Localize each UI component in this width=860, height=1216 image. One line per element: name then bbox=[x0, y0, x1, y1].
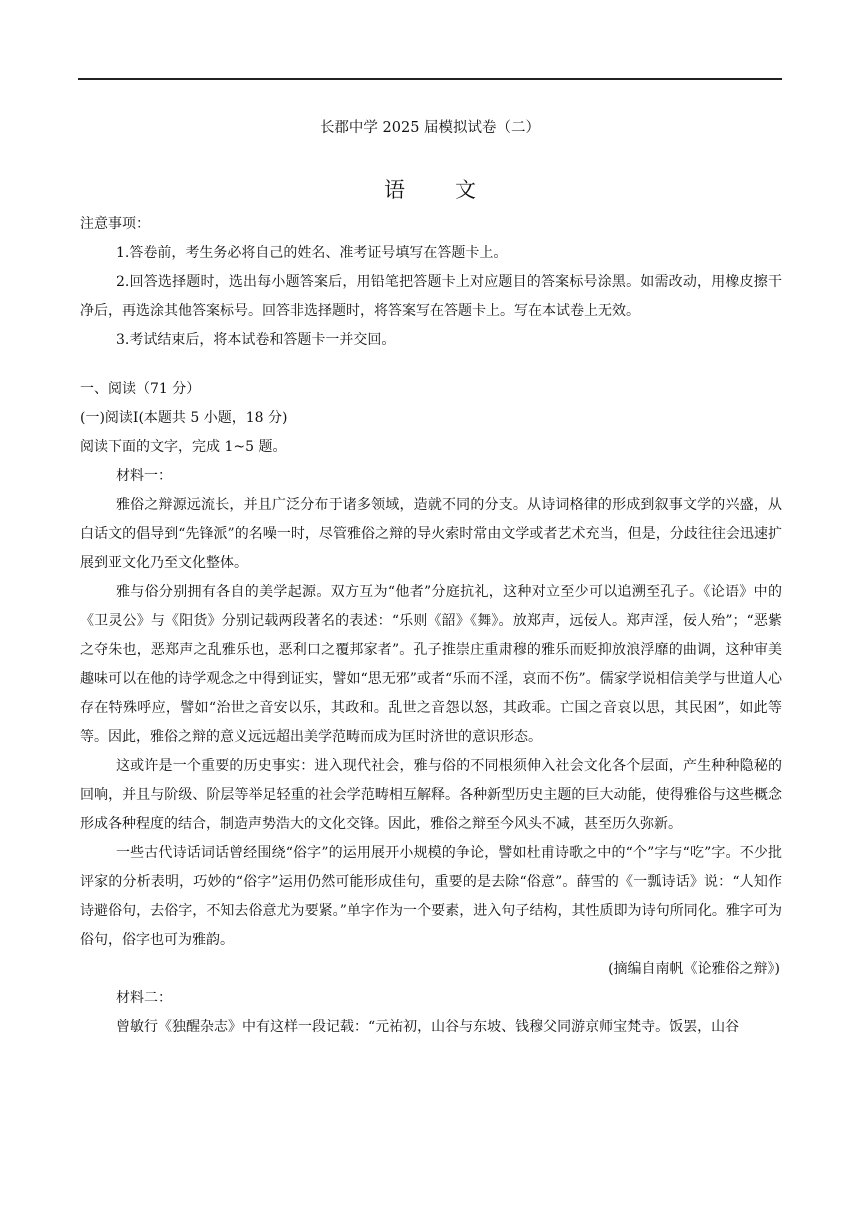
section-heading: 一、阅读（71 分） bbox=[80, 381, 201, 397]
document-body bbox=[80, 210, 782, 1042]
material-1-paragraph: 这或许是一个重要的历史事实：进入现代社会，雅与俗的不同根须伸入社会文化各个层面，产生种种隐秘的回响，并且与阶级、阶层等举足轻重的社会学范畴相互解释。各种新型历史主题的巨大动能，使得雅俗与这些概念形成各种程度的结合，制造声势浩大的文化交锋。因此，雅俗之辩至今风头不减，甚至历久弥新。 bbox=[80, 758, 782, 832]
notice-item-3: 3.考试结束后，将本试卷和答题卡一并交回。 bbox=[116, 332, 396, 348]
notice-item-1: 1.答卷前，考生务必将自己的姓名、准考证号填写在答题卡上。 bbox=[116, 245, 508, 261]
material-2-label: 材料二： bbox=[116, 990, 172, 1006]
notice-heading: 注意事项： bbox=[80, 216, 150, 232]
notice-item-2: 2.回答选择题时，选出每小题答案后，用铅笔把答题卡上对应题目的答案标号涂黑。如需改动，用橡皮擦干净后，再选涂其他答案标号。回答非选择题时，将答案写在答题卡上。写在本试卷上无效。 bbox=[80, 274, 782, 319]
spacer bbox=[80, 355, 782, 375]
exam-title: 长郡中学 2025 届模拟试卷（二） bbox=[319, 120, 541, 136]
header-rule bbox=[78, 78, 782, 80]
section-sub-heading: (一)阅读Ⅰ(本题共 5 小题，18 分) bbox=[80, 410, 288, 426]
material-1-source: (摘编自南帆《论雅俗之辩》) bbox=[608, 961, 780, 977]
material-2-paragraph: 曾敏行《独醒杂志》中有这样一段记载：“元祐初，山谷与东坡、钱穆父同游京师宝梵寺。饭罢，山谷 bbox=[116, 1019, 740, 1035]
reading-instruction: 阅读下面的文字，完成 1~5 题。 bbox=[80, 439, 287, 455]
subject-title: 语文 bbox=[384, 178, 526, 202]
material-1-label: 材料一： bbox=[116, 468, 172, 484]
material-1-paragraph: 一些古代诗话词话曾经围绕“俗字”的运用展开小规模的争论，譬如杜甫诗歌之中的“个”字与“吃”字。不少批评家的分析表明，巧妙的“俗字”运用仍然可能形成佳句，重要的是去除“俗意”。薛雪的《一瓢诗话》说：“人知作诗避俗句，去俗字，不知去俗意尤为要紧。”单字作为一个要素，进入句子结构，其性质即为诗句所同化。雅字可为俗句，俗字也可为雅韵。 bbox=[80, 845, 782, 948]
material-1-paragraph: 雅俗之辩源远流长，并且广泛分布于诸多领域，造就不同的分支。从诗词格律的形成到叙事文学的兴盛，从白话文的倡导到“先锋派”的名噪一时，尽管雅俗之辩的导火索时常由文学或者艺术充当，但是，分歧往往会迅速扩展到亚文化乃至文化整体。 bbox=[80, 497, 782, 571]
material-1-paragraph: 雅与俗分别拥有各自的美学起源。双方互为“他者”分庭抗礼，这种对立至少可以追溯至孔子。《论语》中的《卫灵公》与《阳货》分别记载两段著名的表述：“乐则《韶》《舞》。放郑声，远佞人。郑声淫，佞人殆”；“恶紫之夺朱也，恶郑声之乱雅乐也，恶利口之覆邦家者”。孔子推崇庄重肃穆的雅乐而贬抑放浪浮靡的曲调，这种审美趣味可以在他的诗学观念之中得到证实，譬如“思无邪”或者“乐而不淫，哀而不伤”。儒家学说相信美学与世道人心存在特殊呼应，譬如“治世之音安以乐，其政和。乱世之音怨以怒，其政乖。亡国之音哀以思，其民困”，如此等等。因此，雅俗之辩的意义远远超出美学范畴而成为匡时济世的意识形态。 bbox=[80, 584, 782, 745]
